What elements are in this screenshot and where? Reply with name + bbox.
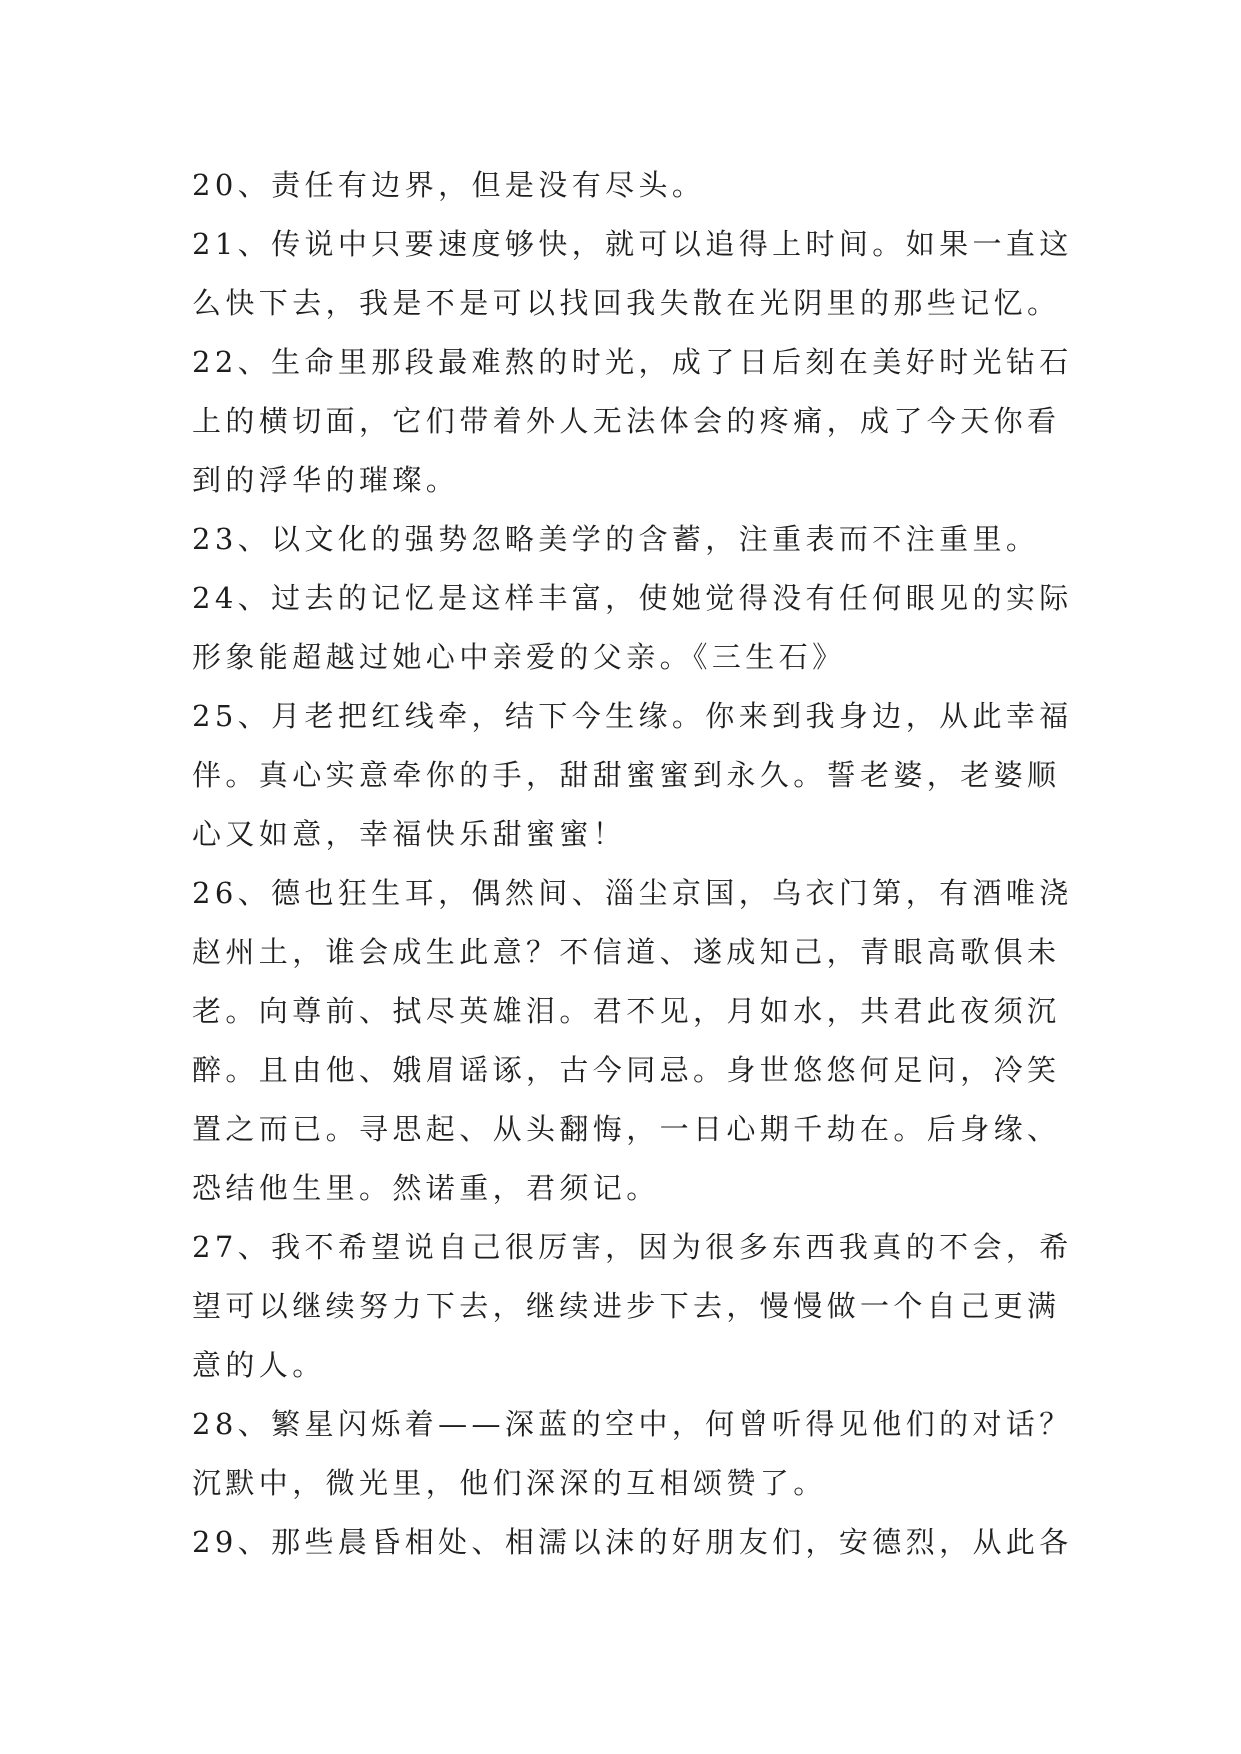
paragraph-22 [192,333,1112,510]
paragraph-line: 心又如意，幸福快乐甜蜜蜜！ [192,817,627,851]
paragraph-line: 上的横切面，它们带着外人无法体会的疼痛，成了今天你看 [192,404,1061,438]
paragraph-25 [192,687,1112,864]
paragraph-29 [192,1513,1112,1572]
paragraph-line: 21、传说中只要速度够快，就可以追得上时间。如果一直这 [192,227,1073,261]
paragraph-line: 么快下去，我是不是可以找回我失散在光阴里的那些记忆。 [192,286,1061,320]
paragraph-line: 24、过去的记忆是这样丰富，使她觉得没有任何眼见的实际 [192,581,1073,615]
paragraph-23 [192,510,1112,569]
paragraph-line: 到的浮华的璀璨。 [192,463,460,497]
paragraph-21 [192,215,1112,333]
paragraph-line: 22、生命里那段最难熬的时光，成了日后刻在美好时光钻石 [192,345,1073,379]
paragraph-line: 望可以继续努力下去，继续进步下去，慢慢做一个自己更满 [192,1289,1061,1323]
paragraph-line: 意的人。 [192,1348,326,1382]
paragraph-24 [192,569,1112,687]
paragraph-27 [192,1218,1112,1395]
paragraph-line: 27、我不希望说自己很厉害，因为很多东西我真的不会，希 [192,1230,1073,1264]
document-body [192,156,1112,1572]
paragraph-line: 形象能超越过她心中亲爱的父亲。《三生石》 [192,640,846,674]
paragraph-line: 23、以文化的强势忽略美学的含蓄，注重表而不注重里。 [192,522,1040,556]
paragraph-line: 沉默中，微光里，他们深深的互相颂赞了。 [192,1466,827,1500]
paragraph-line: 20、责任有边界，但是没有尽头。 [192,168,706,202]
paragraph-line: 置之而已。寻思起、从头翻悔，一日心期千劫在。后身缘、 [192,1112,1061,1146]
paragraph-line: 28、繁星闪烁着——深蓝的空中，何曾听得见他们的对话？ [192,1407,1073,1441]
paragraph-line: 赵州土，谁会成生此意？不信道、遂成知己，青眼高歌俱未 [192,935,1061,969]
paragraph-line: 29、那些晨昏相处、相濡以沫的好朋友们，安德烈，从此各 [192,1525,1073,1559]
paragraph-line: 26、德也狂生耳，偶然间、淄尘京国，乌衣门第，有酒唯浇 [192,876,1073,910]
paragraph-28 [192,1395,1112,1513]
paragraph-line: 伴。真心实意牵你的手，甜甜蜜蜜到永久。誓老婆，老婆顺 [192,758,1061,792]
paragraph-26 [192,864,1112,1218]
paragraph-line: 醉。且由他、娥眉谣诼，古今同忌。身世悠悠何足问，冷笑 [192,1053,1061,1087]
paragraph-line: 老。向尊前、拭尽英雄泪。君不见，月如水，共君此夜须沉 [192,994,1061,1028]
paragraph-line: 25、月老把红线牵，结下今生缘。你来到我身边，从此幸福 [192,699,1073,733]
paragraph-line: 恐结他生里。然诺重，君须记。 [192,1171,660,1205]
paragraph-20 [192,156,1112,215]
